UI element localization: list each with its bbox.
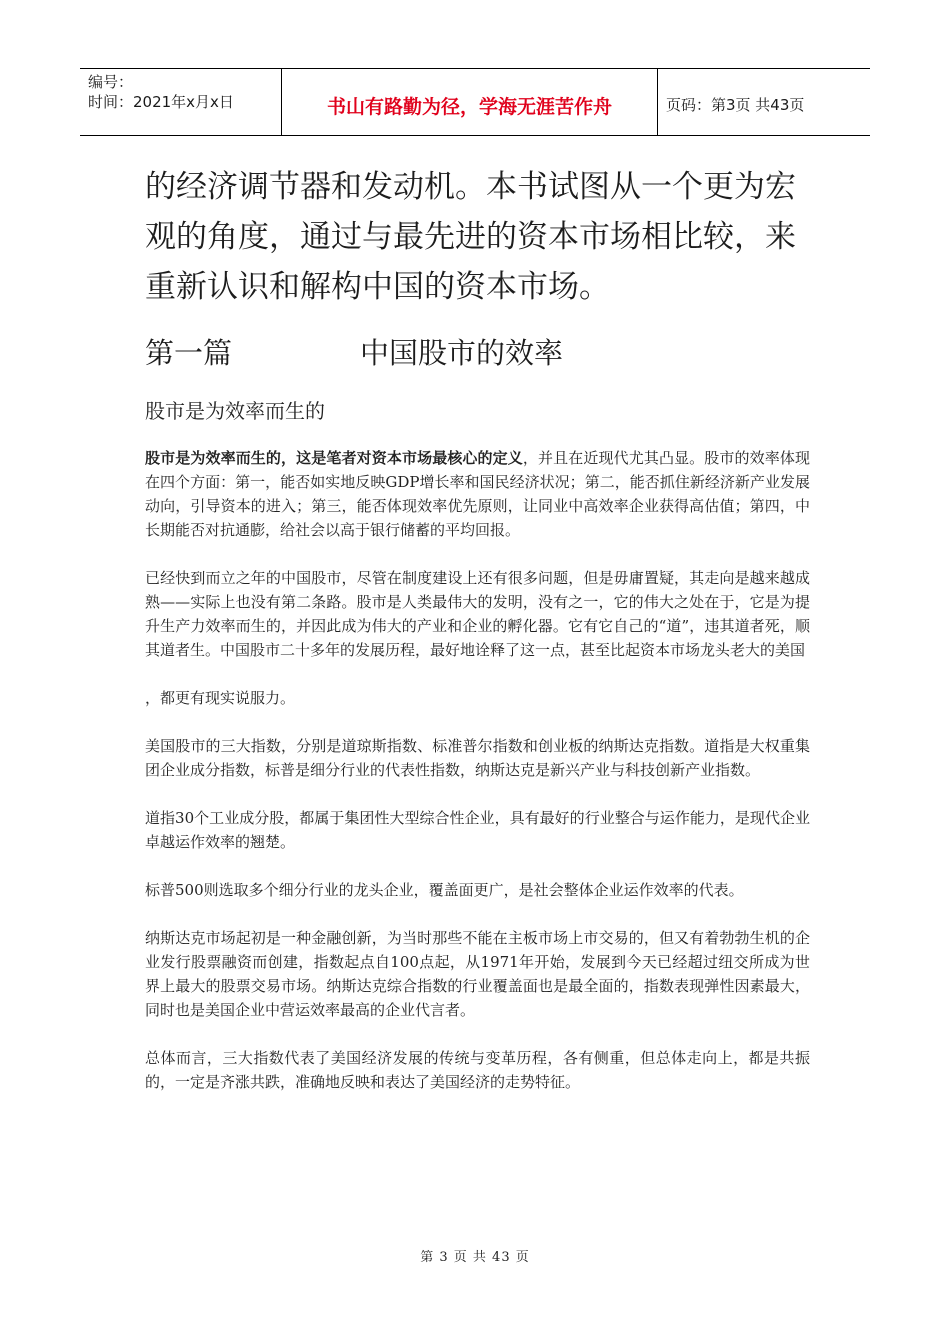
header-motto: 书山有路勤为径，学海无涯苦作舟 [282, 69, 658, 135]
part-number: 第一篇 [145, 336, 233, 370]
paragraph [145, 446, 810, 542]
lead-line: 观的角度，通过与最先进的资本市场相比较，来 [145, 219, 796, 255]
header-meta [80, 69, 282, 135]
section-heading: 股市是为效率而生的 [145, 399, 325, 423]
paragraph: 道指30个工业成分股，都属于集团性大型综合性企业，具有最好的行业整合与运作能力，是现代企业卓越运作效率的翘楚。 [145, 809, 810, 851]
paragraph: 标普500则选取多个细分行业的龙头企业，覆盖面更广，是社会整体企业运作效率的代表。 [145, 881, 744, 899]
part-title: 中国股市的效率 [360, 336, 564, 370]
document-body [145, 162, 810, 1094]
paragraph: ，都更有现实说服力。 [145, 689, 296, 707]
lead-line: 的经济调节器和发动机。本书试图从一个更为宏 [145, 169, 796, 205]
paragraph: 纳斯达克市场起初是一种金融创新，为当时那些不能在主板市场上市交易的，但又有着勃勃生机的企业发行股票融资而创建，指数起点自100点起，从1971年开始，发展到今天已经超过纽交所成为世界上最大的股票交易市场。纳斯达克综合指数的行业覆盖面也是最全面的，指数表现弹性因素最大，同时也是美国企业中营运效率最高的企业代言者。 [145, 929, 810, 1019]
paragraph: 美国股市的三大指数，分别是道琼斯指数、标准普尔指数和创业板的纳斯达克指数。道指是大权重集团企业成分指数，标普是细分行业的代表性指数，纳斯达克是新兴产业与科技创新产业指数。 [145, 737, 810, 779]
paragraph: 总体而言，三大指数代表了美国经济发展的传统与变革历程，各有侧重，但总体走向上，都是共振的，一定是齐涨共跌，准确地反映和表达了美国经济的走势特征。 [145, 1049, 810, 1091]
page-header [80, 68, 870, 136]
lead-line: 重新认识和解构中国的资本市场。 [145, 269, 610, 305]
part-heading [145, 331, 810, 375]
paragraph-text: ，并且在近现代尤其凸显。股市的效率体现在四个方面：第一，能否如实地反映GDP增长率和国民经济状况；第二，能否抓住新经济新产业发展动向，引导资本的进入；第三，能否体现效率优先原则，让同业中高效率企业获得高估值；第四，中长期能否对抗通膨，给社会以高于银行储蓄的平均回报。 [145, 449, 810, 539]
doc-time-label: 时间：2021年x月x日 [88, 93, 234, 111]
doc-number-label: 编号： [88, 73, 134, 91]
header-page-info: 页码：第3页 共43页 [666, 95, 805, 114]
key-definition: 股市是为效率而生的，这是笔者对资本市场最核心的定义 [145, 449, 523, 467]
paragraph: 已经快到而立之年的中国股市，尽管在制度建设上还有很多问题，但是毋庸置疑，其走向是越来越成熟——实际上也没有第二条路。股市是人类最伟大的发明，没有之一，它的伟大之处在于，它是为提升生产力效率而生的，并因此成为伟大的产业和企业的孵化器。它有它自己的“道”，违其道者死，顺其道者生。中国股市二十多年的发展历程，最好地诠释了这一点，甚至比起资本市场龙头老大的美国 [145, 569, 810, 659]
page-footer: 第 3 页 共 43 页 [420, 1250, 530, 1265]
